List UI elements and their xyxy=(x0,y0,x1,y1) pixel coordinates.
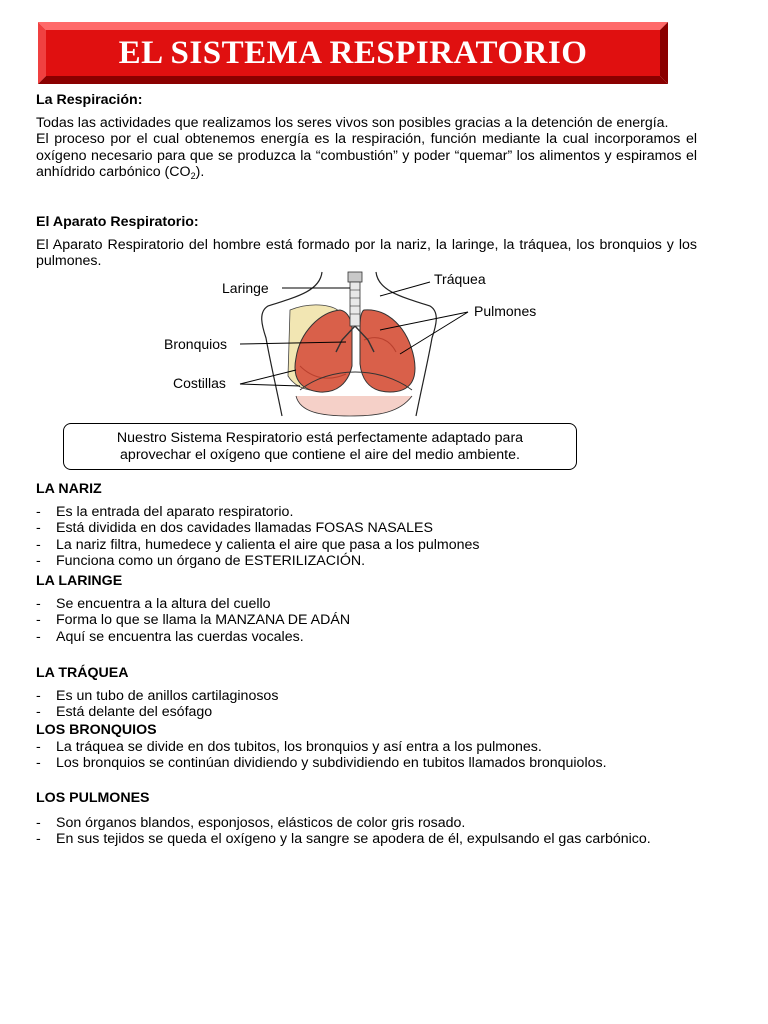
paragraph xyxy=(36,131,697,181)
paragraph: Todas las actividades que realizamos los seres vivos son posibles gracias a la detención de energía. xyxy=(36,114,669,131)
section-heading: El Aparato Respiratorio: xyxy=(36,214,199,230)
bullet-list xyxy=(36,739,697,772)
section-heading: La Respiración: xyxy=(36,92,143,108)
list-item: - Es un tubo de anillos cartilaginosos xyxy=(36,688,697,705)
callout-line: Nuestro Sistema Respiratorio está perfectamente adaptado para xyxy=(116,430,524,446)
list-item: - La nariz filtra, humedece y calienta el aire que pasa a los pulmones xyxy=(36,537,697,554)
list-item: - Los bronquios se continúan dividiendo y subdividiendo en tubitos llamados bronquiolos. xyxy=(36,755,697,772)
list-item: - Está delante del esófago xyxy=(36,704,697,721)
list-item: - En sus tejidos se queda el oxígeno y la sangre se apodera de él, expulsando el gas carbónico. xyxy=(36,831,697,848)
respiratory-diagram xyxy=(150,266,560,422)
section-nariz xyxy=(36,481,697,570)
section-laringe xyxy=(36,573,697,645)
paragraph: El Aparato Respiratorio del hombre está formado por la nariz, la laringe, la tráquea, los bronquios y los pulmones. xyxy=(36,236,697,269)
paragraph-text: El proceso por el cual obtenemos energía es la respiración, función mediante la cual incorporamos el oxígeno necesario para que se produzca la “combustión” y poder “quemar” los alimentos y espiramos el anhídrido carbónico (CO xyxy=(36,131,697,180)
list-item: - Está dividida en dos cavidades llamadas FOSAS NASALES xyxy=(36,520,697,537)
subscript: 2 xyxy=(190,171,196,181)
section-heading: LOS BRONQUIOS xyxy=(36,722,157,738)
bullet-list xyxy=(36,504,697,570)
label-laringe: Laringe xyxy=(222,280,269,296)
label-costillas: Costillas xyxy=(173,375,226,391)
paragraph-text: ). xyxy=(195,164,205,180)
section-heading: LA TRÁQUEA xyxy=(36,665,129,681)
list-item: - Se encuentra a la altura del cuello xyxy=(36,596,697,613)
list-item: - Aquí se encuentra las cuerdas vocales. xyxy=(36,629,697,646)
section-heading: LA LARINGE xyxy=(36,573,123,589)
list-item: - Son órganos blandos, esponjosos, elásticos de color gris rosado. xyxy=(36,815,697,832)
bullet-list xyxy=(36,596,697,646)
section-aparato xyxy=(36,214,697,270)
section-heading: LA NARIZ xyxy=(36,481,102,497)
section-traquea xyxy=(36,665,697,721)
bullet-list xyxy=(36,815,697,848)
list-item: - Forma lo que se llama la MANZANA DE ADÁN xyxy=(36,612,697,629)
label-traquea: Tráquea xyxy=(434,271,486,287)
list-item: - La tráquea se divide en dos tubitos, los bronquios y así entra a los pulmones. xyxy=(36,739,697,756)
section-respiracion xyxy=(36,92,697,181)
page-title: EL SISTEMA RESPIRATORIO xyxy=(118,34,588,71)
bullet-list xyxy=(36,688,697,721)
label-bronquios: Bronquios xyxy=(164,336,228,352)
section-pulmones xyxy=(36,790,697,848)
label-pulmones: Pulmones xyxy=(474,303,537,319)
section-bronquios xyxy=(36,722,697,772)
section-heading: LOS PULMONES xyxy=(36,790,150,806)
callout-box xyxy=(63,423,577,470)
callout-line: aprovechar el oxígeno que contiene el aire del medio ambiente. xyxy=(120,446,520,463)
title-banner xyxy=(38,22,668,84)
list-item: - Funciona como un órgano de ESTERILIZACIÓN. xyxy=(36,553,697,570)
list-item: - Es la entrada del aparato respiratorio. xyxy=(36,504,697,521)
